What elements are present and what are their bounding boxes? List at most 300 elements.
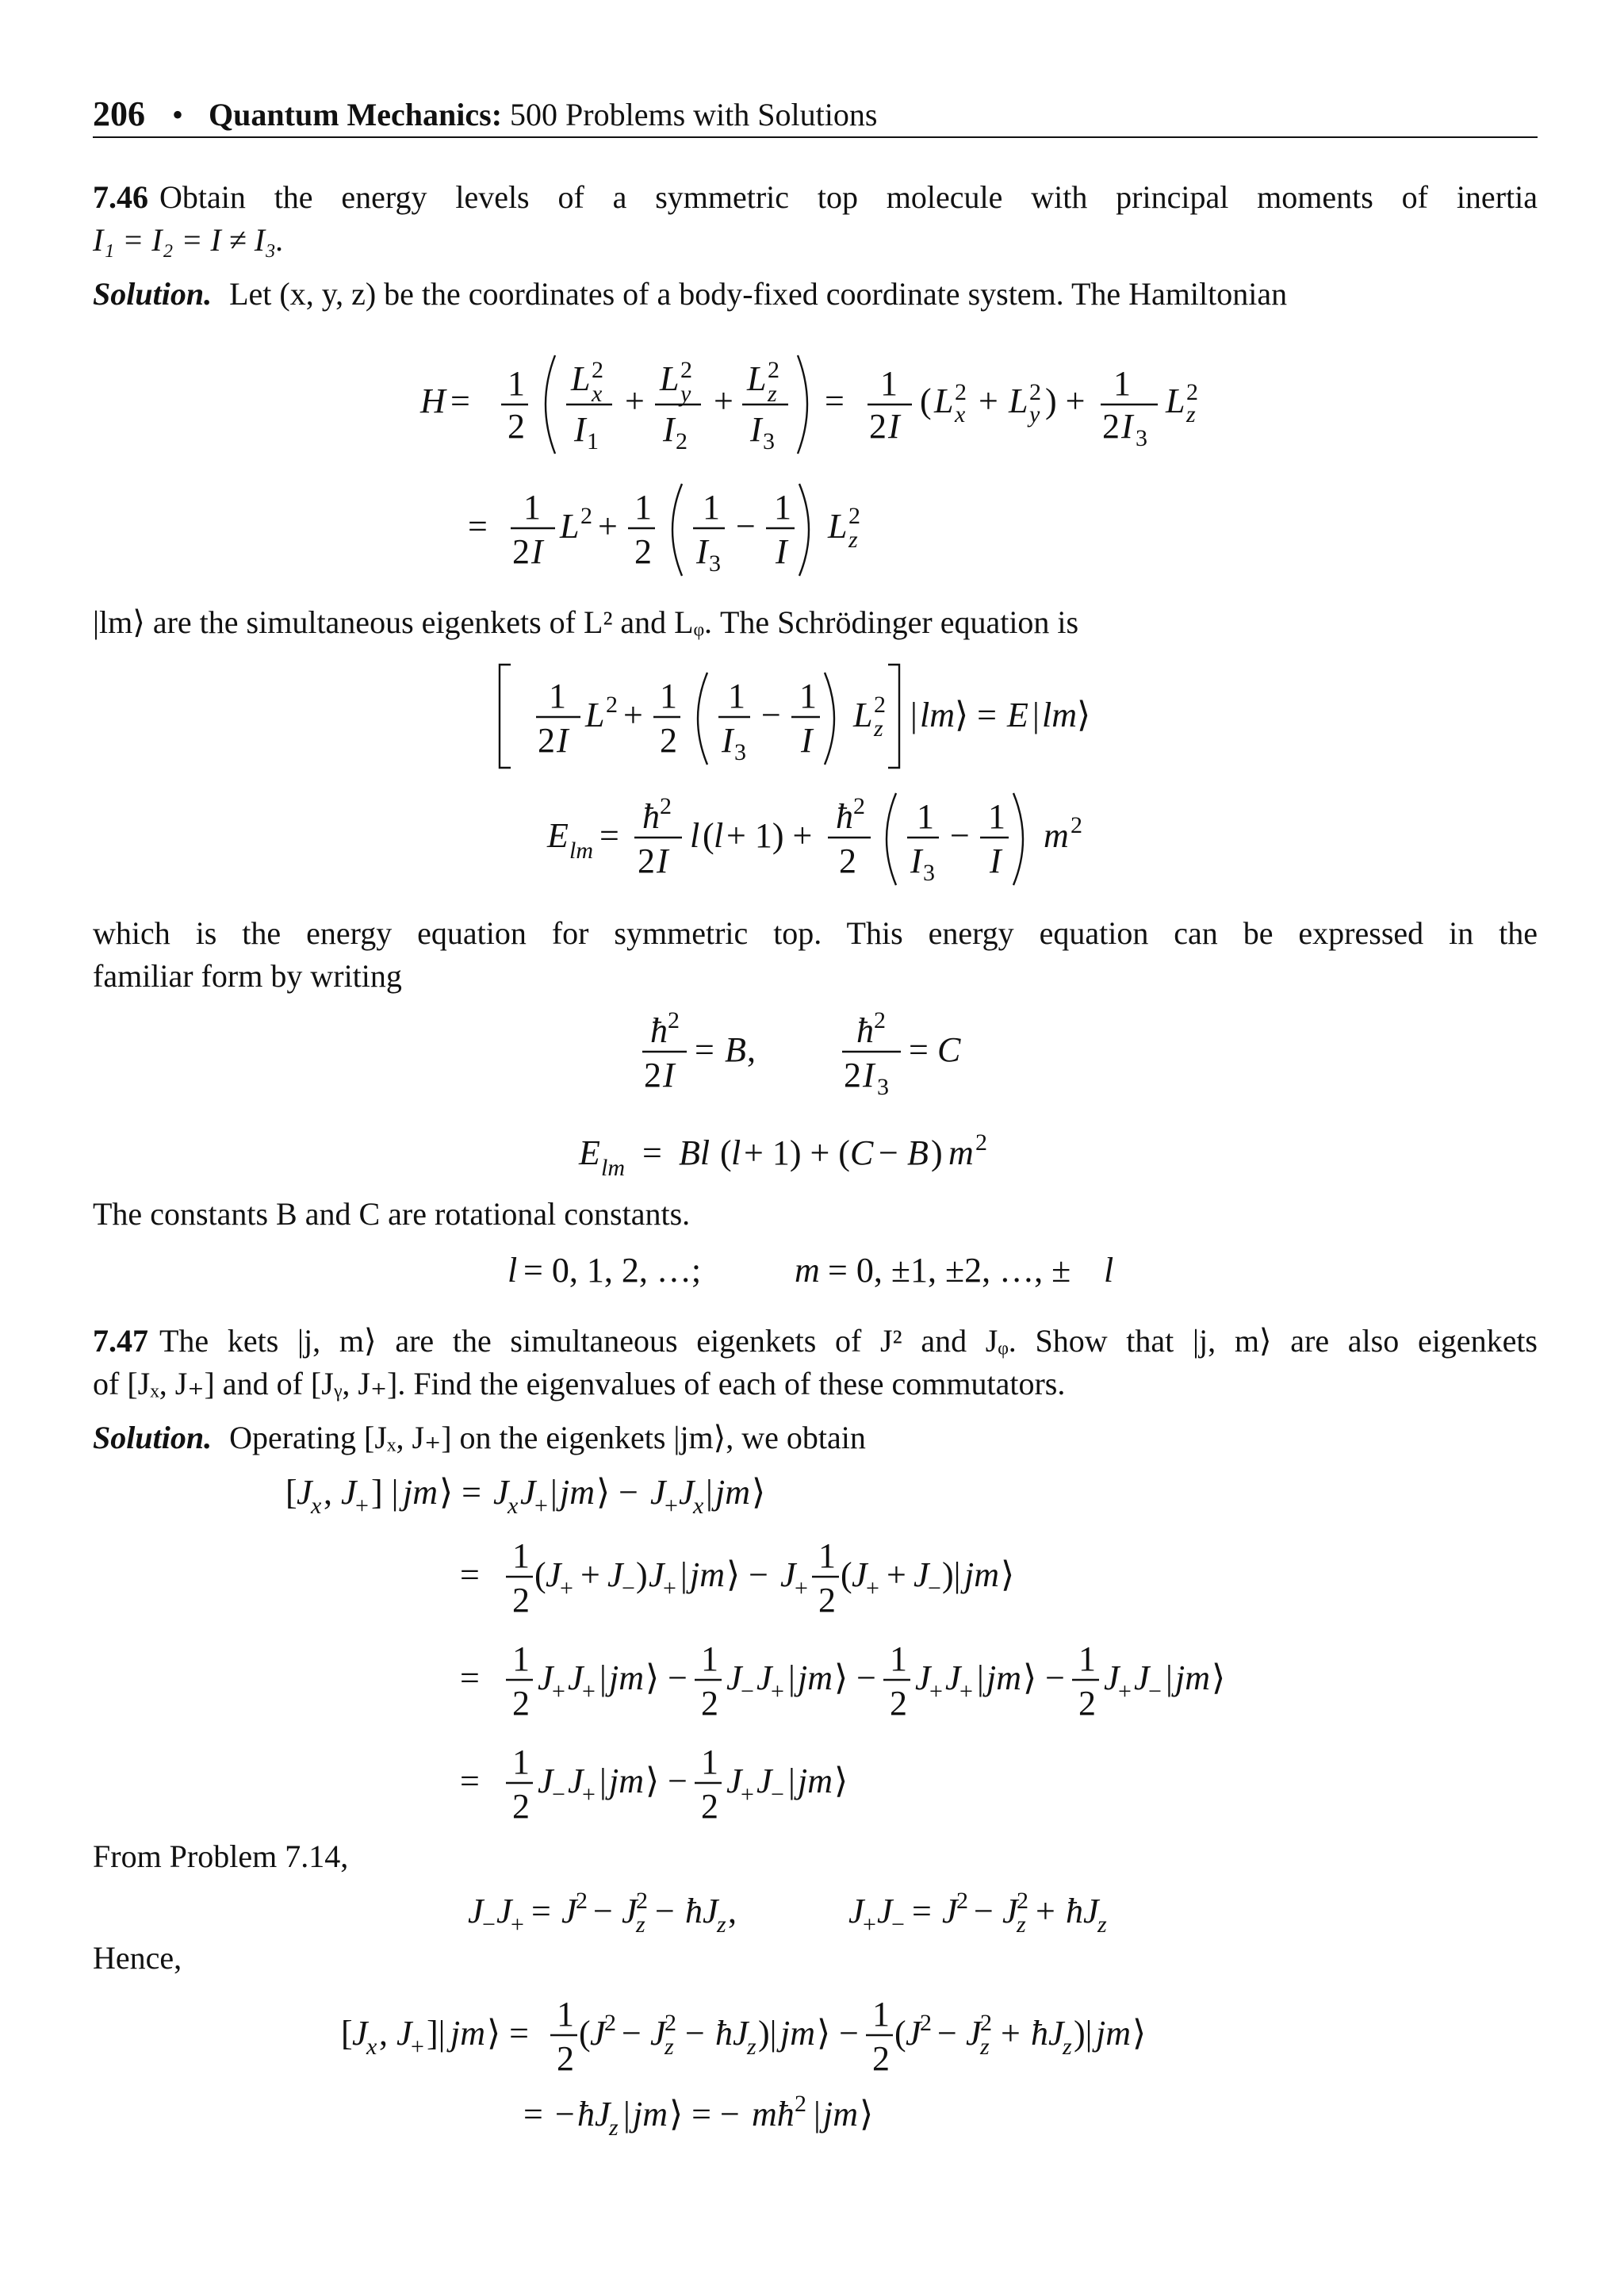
- svg-text:2: 2: [668, 1007, 680, 1033]
- svg-text:J: J: [649, 1555, 665, 1594]
- svg-text:−: −: [928, 1575, 941, 1601]
- svg-text:J: J: [726, 1762, 742, 1800]
- svg-text:l: l: [690, 816, 700, 855]
- svg-text:J: J: [780, 1555, 796, 1594]
- svg-text:z: z: [636, 1911, 645, 1938]
- svg-text:J: J: [914, 1555, 929, 1594]
- svg-text:lm: lm: [1042, 696, 1077, 734]
- svg-text:⟩ =: ⟩ =: [439, 1473, 481, 1512]
- svg-text:|: |: [1166, 1658, 1173, 1697]
- svg-text:−: −: [741, 1678, 754, 1704]
- svg-text:1: 1: [549, 677, 566, 715]
- svg-text:⟩ −: ⟩ −: [817, 2014, 859, 2053]
- svg-text:=: =: [460, 1555, 480, 1594]
- svg-text:+: +: [1001, 2014, 1021, 2053]
- svg-text:z: z: [848, 527, 858, 553]
- svg-text:J: J: [1104, 1658, 1120, 1697]
- svg-text:L: L: [560, 507, 580, 546]
- svg-text:2: 2: [869, 407, 887, 446]
- svg-text:=: =: [599, 816, 619, 855]
- svg-text:2: 2: [768, 357, 779, 383]
- svg-text:I: I: [696, 532, 708, 571]
- svg-text:L: L: [1166, 381, 1185, 420]
- svg-text:+: +: [582, 1678, 596, 1704]
- svg-text:ħ: ħ: [836, 797, 853, 836]
- svg-text:2: 2: [975, 1129, 987, 1156]
- svg-text:J: J: [607, 1555, 623, 1594]
- svg-text:2: 2: [665, 2010, 676, 2036]
- svg-text:z: z: [717, 1911, 726, 1938]
- svg-text:J: J: [341, 1473, 357, 1512]
- constants-text: The constants B and C are rotational constants.: [93, 1196, 691, 1232]
- svg-text:|: |: [706, 1473, 713, 1512]
- svg-text:jm: jm: [609, 1658, 644, 1697]
- svg-text:2: 2: [538, 721, 555, 760]
- equation-commutator-step1: [278, 1464, 991, 1528]
- svg-text:|: |: [1032, 696, 1040, 734]
- svg-text:J: J: [468, 1892, 484, 1930]
- svg-text:2: 2: [638, 842, 655, 880]
- svg-text:⟩ −: ⟩ −: [645, 1762, 688, 1800]
- svg-text:2: 2: [874, 692, 886, 718]
- svg-text:J: J: [538, 1658, 553, 1697]
- equation-commutator-step2: [444, 1526, 1237, 1629]
- svg-text:1: 1: [512, 1536, 530, 1575]
- svg-text:−: −: [891, 1911, 905, 1938]
- svg-text:−: −: [879, 1133, 898, 1172]
- svg-text:L: L: [1009, 381, 1028, 420]
- svg-text:−: −: [736, 507, 756, 546]
- svg-text:=: =: [912, 1892, 932, 1930]
- svg-text:1: 1: [880, 364, 898, 403]
- svg-text:I: I: [750, 410, 762, 449]
- svg-text:L: L: [853, 696, 873, 734]
- svg-text:+: +: [979, 381, 998, 420]
- svg-text:1: 1: [703, 488, 720, 527]
- svg-text:−: −: [622, 2014, 642, 2053]
- svg-text:−: −: [482, 1911, 496, 1938]
- svg-text:1: 1: [660, 677, 677, 715]
- svg-text:z: z: [747, 2034, 756, 2060]
- svg-text:3: 3: [923, 860, 935, 886]
- svg-text:1: 1: [917, 797, 934, 836]
- svg-text:−: −: [555, 2095, 575, 2134]
- svg-text:Bl: Bl: [679, 1133, 710, 1172]
- svg-text:J: J: [496, 1892, 512, 1930]
- svg-text:2: 2: [848, 503, 860, 529]
- svg-text:l: l: [1104, 1251, 1114, 1290]
- svg-text:+: +: [355, 1493, 369, 1519]
- svg-text:J: J: [650, 1473, 666, 1512]
- svg-text:−: −: [1148, 1678, 1162, 1704]
- svg-text:1: 1: [774, 488, 791, 527]
- svg-text:3: 3: [877, 1074, 889, 1100]
- svg-text:=: =: [460, 1658, 480, 1697]
- svg-text:1: 1: [557, 1995, 574, 2034]
- svg-text:+: +: [552, 1678, 565, 1704]
- svg-text:x: x: [592, 381, 603, 407]
- svg-text:] |: ] |: [371, 1473, 399, 1512]
- svg-text:=: =: [468, 507, 488, 546]
- svg-text:J: J: [852, 1555, 868, 1594]
- problem-statement: Obtain the energy levels of a symmetric top molecule with principal moments of inertia: [159, 179, 1538, 215]
- svg-text:2: 2: [606, 692, 618, 718]
- svg-text:+: +: [598, 507, 618, 546]
- svg-text:,: ,: [747, 1030, 756, 1069]
- svg-text:m: m: [948, 1133, 974, 1172]
- svg-text:+: +: [511, 1911, 524, 1938]
- svg-text:J: J: [848, 1892, 864, 1930]
- svg-text:B: B: [725, 1030, 746, 1069]
- svg-text:(: (: [579, 2014, 591, 2053]
- equation-rotational-constants: [634, 1003, 1031, 1114]
- svg-text:+: +: [663, 1575, 676, 1601]
- svg-text:1: 1: [988, 797, 1005, 836]
- svg-text:−: −: [622, 1575, 635, 1601]
- svg-text:z: z: [874, 715, 883, 742]
- svg-text:I: I: [990, 842, 1002, 880]
- svg-text:2: 2: [795, 2091, 806, 2117]
- svg-text:=: =: [642, 1133, 662, 1172]
- svg-text:J: J: [297, 1473, 312, 1512]
- svg-text:jm: jm: [986, 1658, 1021, 1697]
- svg-text:y: y: [1029, 401, 1040, 427]
- svg-text:jm: jm: [403, 1473, 438, 1512]
- svg-text:I: I: [1121, 407, 1133, 446]
- svg-text:2: 2: [839, 842, 856, 880]
- svg-text:2: 2: [874, 1007, 886, 1033]
- svg-text:J: J: [568, 1762, 584, 1800]
- svg-text:3: 3: [709, 550, 721, 577]
- svg-text:J: J: [906, 2014, 921, 2053]
- svg-text:2: 2: [660, 793, 672, 819]
- hence-text: Hence,: [93, 1940, 182, 1976]
- svg-text:J: J: [546, 1555, 561, 1594]
- svg-text:1: 1: [890, 1639, 907, 1678]
- svg-text:jm: jm: [780, 2014, 815, 2053]
- svg-text:|: |: [814, 2095, 821, 2134]
- svg-text:jm: jm: [798, 1762, 833, 1800]
- svg-text:⟩ =: ⟩ =: [487, 2014, 529, 2053]
- svg-text:L: L: [660, 359, 680, 398]
- svg-text:+: +: [741, 1781, 754, 1808]
- svg-text:z: z: [1017, 1911, 1026, 1938]
- equation-schrodinger: [492, 649, 1205, 784]
- problem-747-statement-line2: of [Jₓ, J₊] and of [Jᵧ, J₊]. Find the eigenvalues of each of these commutators.: [93, 1366, 1066, 1401]
- svg-text:+: +: [1036, 1892, 1055, 1930]
- svg-text:+: +: [714, 381, 733, 420]
- svg-text:1: 1: [799, 677, 817, 715]
- problem-746-statement-line2: I₁ = I₂ = I ≠ I₃.: [93, 222, 284, 258]
- svg-text:jm: jm: [823, 2095, 858, 2134]
- svg-text:(: (: [720, 1133, 732, 1172]
- svg-text:=: =: [825, 381, 845, 420]
- svg-text:|: |: [788, 1762, 795, 1800]
- equation-energy-bc: [571, 1125, 1126, 1188]
- svg-text:I: I: [722, 721, 733, 760]
- svg-text:I: I: [663, 410, 675, 449]
- svg-text:⟩: ⟩: [1001, 1555, 1015, 1594]
- svg-text:E: E: [579, 1133, 600, 1172]
- svg-text:J: J: [756, 1658, 772, 1697]
- equation-hamiltonian: [396, 333, 1269, 476]
- svg-text:J: J: [650, 2014, 666, 2053]
- svg-text:m: m: [795, 1251, 820, 1290]
- svg-text:3: 3: [734, 739, 746, 765]
- svg-text:jm: jm: [1175, 1658, 1210, 1697]
- svg-text:I: I: [863, 1056, 875, 1095]
- svg-text:+: +: [625, 381, 645, 420]
- svg-text:z: z: [980, 2034, 990, 2060]
- svg-text:ħJ: ħJ: [1066, 1892, 1099, 1930]
- svg-text:x: x: [508, 1493, 519, 1519]
- book-subtitle: 500 Problems with Solutions: [510, 97, 878, 132]
- svg-text:|: |: [599, 1762, 607, 1800]
- svg-text:⟩ −: ⟩ −: [596, 1473, 638, 1512]
- svg-text:jm: jm: [1096, 2014, 1131, 2053]
- svg-text:|: |: [680, 1555, 688, 1594]
- svg-text:ħ: ħ: [650, 1011, 668, 1050]
- svg-text:1: 1: [728, 677, 745, 715]
- svg-text:|: |: [623, 2095, 630, 2134]
- svg-text:2: 2: [508, 407, 525, 446]
- svg-text:I: I: [531, 532, 543, 571]
- problem-number: 7.47: [93, 1323, 148, 1359]
- svg-text:|: |: [599, 1658, 607, 1697]
- svg-text:2: 2: [636, 1888, 648, 1914]
- svg-text:−: −: [950, 816, 970, 855]
- svg-text:2: 2: [920, 2010, 932, 2036]
- svg-text:+: +: [665, 1493, 678, 1519]
- svg-text:H: H: [420, 381, 446, 420]
- svg-text:⟩ −: ⟩ −: [645, 1658, 688, 1697]
- equation-result-2: [508, 2086, 1063, 2149]
- svg-text:2: 2: [818, 1581, 836, 1620]
- svg-text:1: 1: [701, 1743, 718, 1781]
- svg-text:2: 2: [634, 532, 652, 571]
- svg-text:2: 2: [557, 2039, 574, 2078]
- svg-text:ħJ: ħJ: [577, 2095, 611, 2134]
- svg-text:⟩: ⟩: [860, 2095, 874, 2134]
- running-header: [93, 94, 877, 134]
- svg-text:ħJ: ħJ: [685, 1892, 718, 1930]
- svg-text:ħJ: ħJ: [1031, 2014, 1064, 2053]
- svg-text:): ): [931, 1133, 943, 1172]
- header-rule: [93, 136, 1538, 138]
- svg-text:= 0, ±1, ±2, …, ±: = 0, ±1, ±2, …, ±: [828, 1251, 1071, 1290]
- svg-text:1: 1: [512, 1639, 530, 1678]
- svg-text:2: 2: [592, 357, 603, 383]
- equation-hamiltonian-simplified: [396, 474, 952, 593]
- svg-text:⟩: ⟩: [752, 1473, 766, 1512]
- svg-text:=: =: [909, 1030, 929, 1069]
- svg-text:m: m: [1044, 816, 1069, 855]
- svg-text:+ 1) +: + 1) +: [726, 816, 813, 855]
- svg-text:I: I: [910, 842, 922, 880]
- svg-text:,: ,: [728, 1892, 737, 1930]
- svg-text:−: −: [552, 1781, 565, 1808]
- page-number: 206: [93, 94, 145, 133]
- svg-text:2: 2: [844, 1056, 861, 1095]
- svg-text:z: z: [665, 2034, 674, 2060]
- svg-text:=: =: [531, 1892, 551, 1930]
- svg-text:jm: jm: [633, 2095, 668, 2134]
- header-bullet: •: [172, 97, 184, 132]
- svg-text:2: 2: [660, 721, 677, 760]
- svg-text:J: J: [1134, 1658, 1150, 1697]
- svg-text:J: J: [942, 1892, 958, 1930]
- from-problem-text: From Problem 7.14,: [93, 1838, 349, 1874]
- svg-text:[: [: [341, 2014, 353, 2053]
- svg-text:[: [: [285, 1473, 297, 1512]
- svg-text:z: z: [1186, 401, 1196, 427]
- svg-text:): ): [636, 1555, 648, 1594]
- svg-text:2: 2: [676, 428, 688, 454]
- svg-text:+: +: [582, 1781, 596, 1808]
- svg-text:J: J: [877, 1892, 893, 1930]
- svg-text:|: |: [977, 1658, 984, 1697]
- energy-text-line1: which is the energy equation for symmetric top. This energy equation can be expressed in the: [93, 915, 1538, 951]
- svg-text:+: +: [866, 1575, 879, 1601]
- svg-text:)|: )|: [758, 2014, 777, 2053]
- svg-text:jm: jm: [560, 1473, 595, 1512]
- svg-text:+: +: [580, 1555, 600, 1594]
- svg-text:J: J: [1002, 1892, 1018, 1930]
- svg-text:−: −: [593, 1892, 613, 1930]
- svg-text:J: J: [352, 2014, 368, 2053]
- svg-text:L: L: [828, 507, 848, 546]
- svg-text:E: E: [547, 816, 569, 855]
- solution-747-intro: [93, 1417, 866, 1459]
- svg-text:2: 2: [956, 1888, 968, 1914]
- svg-text:J: J: [538, 1762, 553, 1800]
- svg-text:jm: jm: [450, 2014, 485, 2053]
- svg-text:2: 2: [512, 1684, 530, 1723]
- svg-text:ħ: ħ: [856, 1011, 874, 1050]
- problem-746-statement-line1: [93, 176, 1538, 219]
- svg-text:2: 2: [872, 2039, 890, 2078]
- svg-text:J: J: [756, 1762, 772, 1800]
- svg-text:2: 2: [1102, 407, 1120, 446]
- svg-text:J: J: [520, 1473, 536, 1512]
- solution-label: Solution.: [93, 276, 213, 312]
- svg-text:J: J: [966, 2014, 982, 2053]
- svg-text:2: 2: [680, 357, 692, 383]
- svg-text:2: 2: [890, 1684, 907, 1723]
- svg-text:ħ: ħ: [642, 797, 660, 836]
- svg-text:lm: lm: [601, 1155, 625, 1181]
- svg-text:L: L: [934, 381, 954, 420]
- svg-text:J: J: [622, 1892, 638, 1930]
- svg-text:z: z: [1097, 1911, 1107, 1938]
- svg-text:=: =: [450, 381, 470, 420]
- svg-text:2: 2: [644, 1056, 661, 1095]
- svg-text:2: 2: [604, 2010, 616, 2036]
- svg-text:1: 1: [701, 1639, 718, 1678]
- svg-text:+: +: [411, 2034, 424, 2060]
- svg-text:1: 1: [523, 488, 541, 527]
- svg-text:)|: )|: [1074, 2014, 1093, 2053]
- svg-text:I: I: [557, 721, 569, 760]
- equation-quantum-numbers: [500, 1247, 1213, 1302]
- equation-ladder-identities: [460, 1883, 1253, 1946]
- svg-text:1: 1: [508, 364, 525, 403]
- svg-text:ħJ: ħJ: [715, 2014, 749, 2053]
- svg-text:+: +: [959, 1678, 973, 1704]
- svg-text:2: 2: [1029, 379, 1041, 405]
- svg-text:2: 2: [1017, 1888, 1028, 1914]
- svg-text:(: (: [894, 2014, 906, 2053]
- svg-text:I: I: [801, 721, 813, 760]
- svg-text:2: 2: [980, 2010, 992, 2036]
- equation-commutator-step4: [444, 1732, 999, 1835]
- problem-number: 7.46: [93, 179, 148, 215]
- svg-text:z: z: [609, 2114, 619, 2141]
- svg-text:x: x: [693, 1493, 704, 1519]
- svg-text:2: 2: [512, 532, 530, 571]
- svg-text:⟩ = −: ⟩ = −: [669, 2095, 740, 2134]
- svg-text:I: I: [776, 532, 787, 571]
- svg-text:⟩ −: ⟩ −: [726, 1555, 768, 1594]
- svg-text:]|: ]|: [427, 2014, 446, 2053]
- svg-text:2: 2: [512, 1787, 530, 1826]
- svg-text:jm: jm: [964, 1555, 999, 1594]
- svg-text:+: +: [623, 696, 643, 734]
- solution-intro-text: Let (x, y, z) be the coordinates of a body-fixed coordinate system. The Hamiltonian: [229, 276, 1288, 312]
- svg-text:L: L: [747, 359, 767, 398]
- svg-text:1: 1: [634, 488, 652, 527]
- svg-text:mħ: mħ: [752, 2095, 795, 2134]
- svg-text:=: =: [523, 2095, 543, 2134]
- svg-text:⟩ −: ⟩ −: [1023, 1658, 1065, 1697]
- svg-text:J: J: [568, 1658, 584, 1697]
- svg-text:−: −: [761, 696, 781, 734]
- svg-text:2: 2: [1186, 379, 1198, 405]
- svg-text:−: −: [685, 2014, 705, 2053]
- svg-text:2: 2: [1071, 812, 1082, 838]
- svg-text:jm: jm: [798, 1658, 833, 1697]
- svg-text:2: 2: [955, 379, 967, 405]
- svg-text:1: 1: [1113, 364, 1131, 403]
- svg-text:(: (: [841, 1555, 852, 1594]
- svg-text:⟩ =: ⟩ =: [955, 696, 997, 734]
- svg-text:x: x: [311, 1493, 322, 1519]
- svg-text:I: I: [663, 1056, 675, 1095]
- svg-text:y: y: [680, 381, 691, 407]
- svg-text:(: (: [920, 381, 932, 420]
- svg-text:−: −: [974, 1892, 994, 1930]
- svg-text:⟩: ⟩: [834, 1762, 848, 1800]
- svg-text:1: 1: [872, 1995, 890, 2034]
- svg-text:I: I: [574, 410, 586, 449]
- svg-text:2: 2: [576, 1888, 588, 1914]
- problem-statement: The kets |j, m⟩ are the simultaneous eigenkets of J² and Jᵩ. Show that |j, m⟩ are also eigenkets: [159, 1323, 1538, 1359]
- svg-text:J: J: [493, 1473, 509, 1512]
- svg-text:2: 2: [1078, 1684, 1096, 1723]
- eigenkets-text: |lm⟩ are the simultaneous eigenkets of L² and Lᵩ. The Schrödinger equation is: [93, 604, 1079, 640]
- svg-text:=: =: [460, 1762, 480, 1800]
- svg-text:+: +: [863, 1911, 876, 1938]
- svg-text:2: 2: [701, 1684, 718, 1723]
- energy-text-line2: familiar form by writing: [93, 958, 402, 994]
- svg-text:I: I: [657, 842, 668, 880]
- svg-text:1: 1: [818, 1536, 836, 1575]
- svg-text:l: l: [508, 1251, 518, 1290]
- svg-text:J: J: [396, 2014, 412, 2053]
- svg-text:⟩ −: ⟩ −: [834, 1658, 876, 1697]
- svg-text:3: 3: [1136, 425, 1147, 451]
- problem-747-statement-line1: [93, 1320, 1538, 1363]
